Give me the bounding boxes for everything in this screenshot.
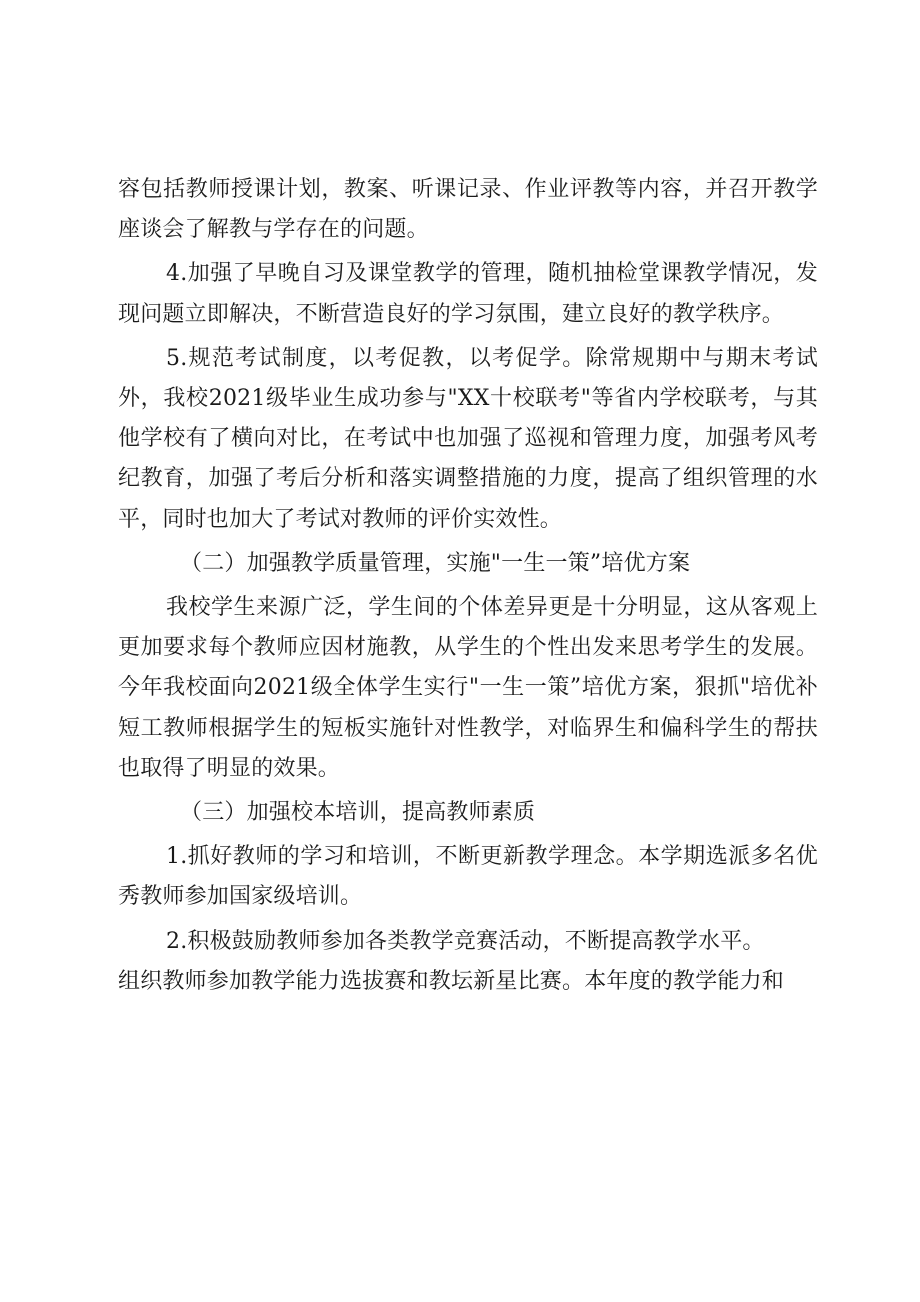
paragraph-item-4: 4.加强了早晚自习及课堂教学的管理，随机抽检堂课教学情况，发现问题立即解决，不断营造良好的学习氛围，建立良好的教学秩序。 bbox=[118, 261, 818, 327]
document-body bbox=[118, 170, 818, 1002]
section-heading-2: （二）加强教学质量管理，实施"一生一策”培优方案 bbox=[180, 550, 691, 576]
paragraph-continuation: 容包括教师授课计划，教案、听课记录、作业评教等内容，并召开教学座谈会了解教与学存在的问题。 bbox=[118, 177, 818, 243]
paragraph-item-2: 2.积极鼓励教师参加各类教学竞赛活动，不断提高教学水平。 bbox=[166, 928, 765, 954]
paragraph-item-1: 1.抓好教师的学习和培训，不断更新教学理念。本学期选派多名优秀教师参加国家级培训。 bbox=[118, 844, 818, 910]
section-heading-3: （三）加强校本培训，提高教师素质 bbox=[180, 800, 536, 826]
paragraph-section-2-body: 我校学生来源广泛，学生间的个体差异更是十分明显，这从客观上更加要求每个教师应因材施教，从学生的个性出发来思考学生的发展。今年我校面向2021级全体学生实行"一生一策”培优方案，狠抓"培优补短工教师根据学生的短板实施针对性教学，对临界生和偏科学生的帮扶也取得了明显的效果。 bbox=[118, 595, 818, 781]
paragraph-item-2-continuation: 组织教师参加教学能力选拔赛和教坛新星比赛。本年度的教学能力和 bbox=[118, 968, 785, 994]
paragraph-item-5: 5.规范考试制度，以考促教，以考促学。除常规期中与期末考试外，我校2021级毕业生成功参与"XX十校联考"等省内学校联考，与其他学校有了横向对比，在考试中也加强了巡视和管理力度，加强考风考纪教育，加强了考后分析和落实调整措施的力度，提高了组织管理的水平，同时也加大了考试对教师的评价实效性。 bbox=[118, 345, 818, 532]
